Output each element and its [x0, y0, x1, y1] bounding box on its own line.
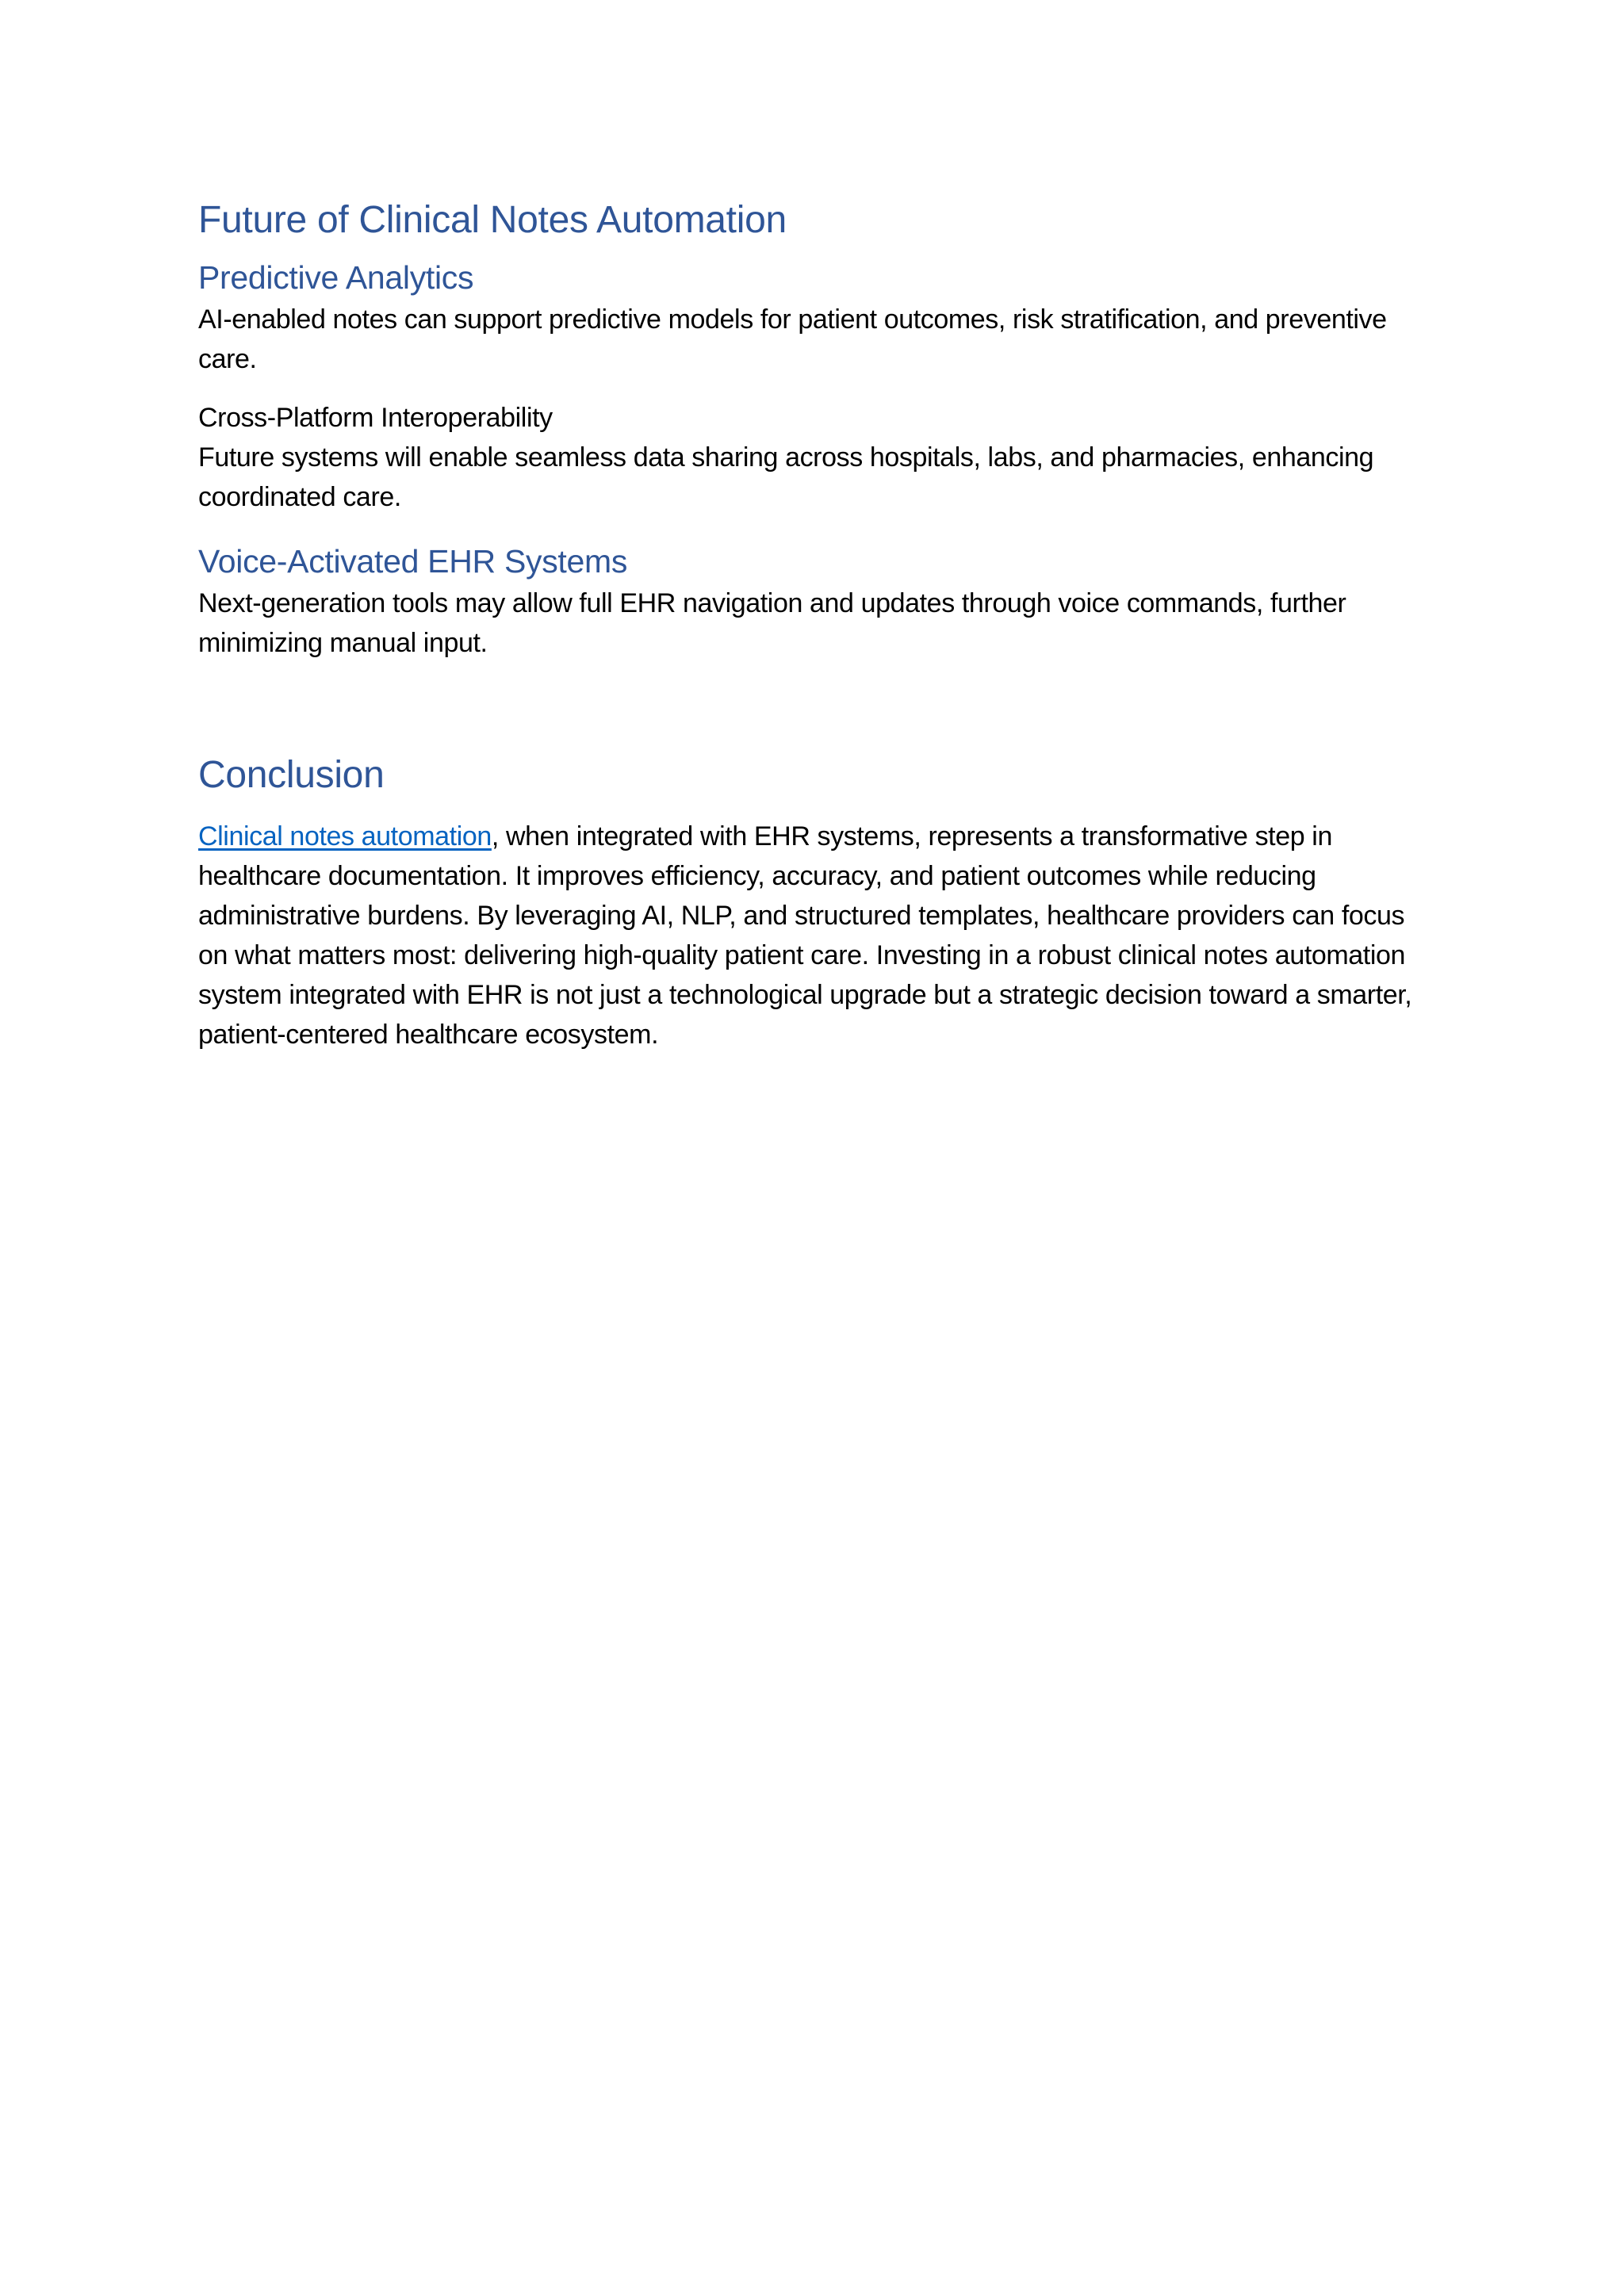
- section-title-conclusion: Conclusion: [198, 754, 385, 796]
- label-cross-platform-interoperability: Cross-Platform Interoperability: [198, 403, 553, 433]
- block-interoperability: [198, 398, 1435, 517]
- page-content: [198, 197, 1435, 1054]
- paragraph-predictive-analytics: AI-enabled notes can support predictive models for patient outcomes, risk stratification, and preventive care.: [198, 304, 1387, 374]
- heading-predictive-analytics: Predictive Analytics: [198, 259, 474, 296]
- heading-voice-activated-ehr: Voice-Activated EHR Systems: [198, 543, 628, 580]
- section-title-future: Future of Clinical Notes Automation: [198, 199, 787, 241]
- conclusion-body-text: , when integrated with EHR systems, represents a transformative step in healthcare documentation. It improves efficiency, accuracy, and patient outcomes while reducing administrative burdens. By leveraging AI, NLP, and structured templates, healthcare providers can focus on what matters most: delivering high-quality patient care. Investing in a robust clinical notes automation system integrated with EHR is not just a technological upgrade but a strategic decision toward a smarter, patient-centered healthcare ecosystem.: [198, 821, 1412, 1050]
- paragraph-interoperability: Future systems will enable seamless data sharing across hospitals, labs, and pharmacies, enhancing coordinated care.: [198, 442, 1374, 512]
- clinical-notes-automation-link[interactable]: Clinical notes automation: [198, 821, 492, 851]
- paragraph-voice-activated-ehr: Next-generation tools may allow full EHR navigation and updates through voice commands, further minimizing manual input.: [198, 588, 1346, 658]
- paragraph-conclusion: [198, 817, 1435, 1054]
